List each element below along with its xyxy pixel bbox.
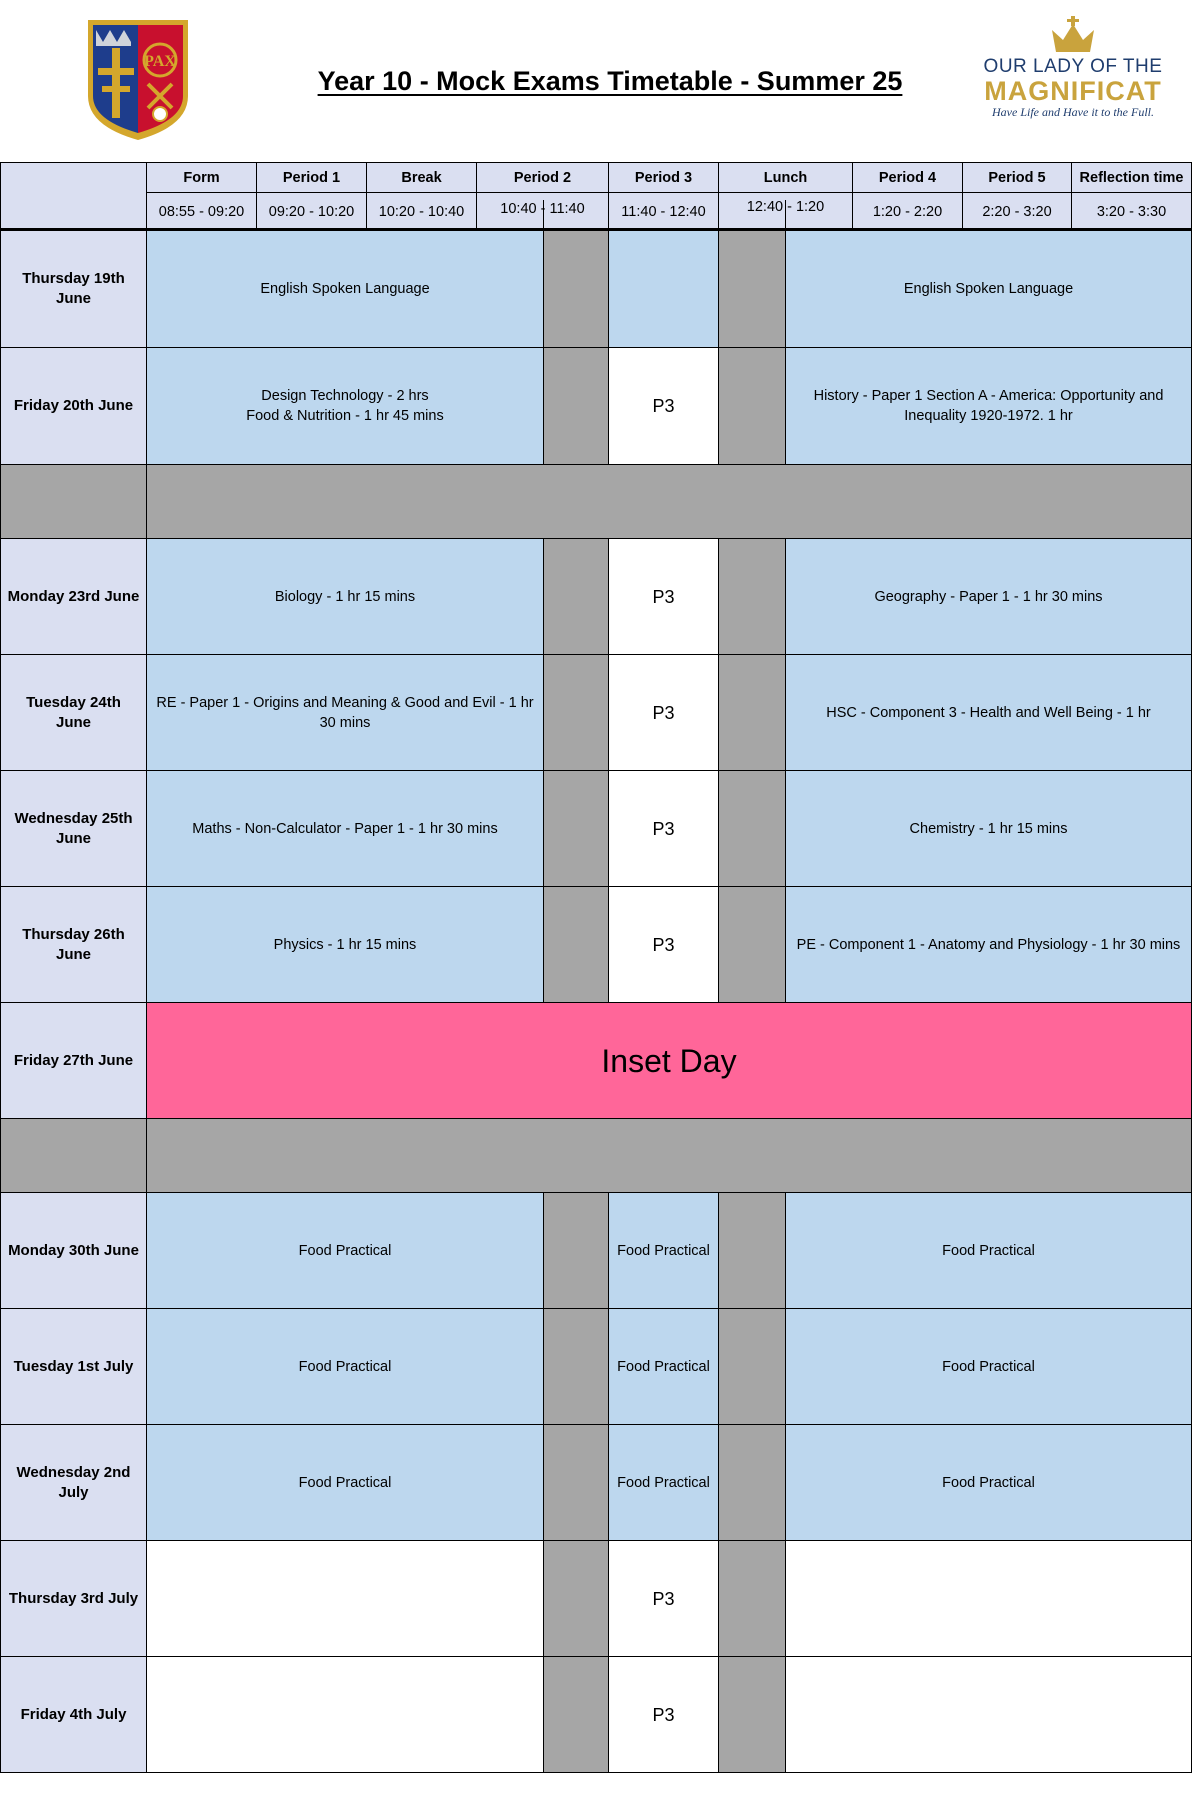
crest-text: PAX [144,53,176,70]
timetable [0,162,1191,1807]
period-header [962,162,1072,193]
page-header [0,0,1191,162]
day-name: Tuesday 1st July [13,1357,134,1375]
logo-motto: Have Life and Have it to the Full. [992,105,1154,119]
morning-exam-text: Physics - 1 hr 15 mins [273,936,417,953]
period-3-cell [608,1656,719,1773]
period-time [256,192,367,231]
header-split-line [543,200,544,230]
lunch-strip [718,1656,786,1773]
day-name: Wednesday 25th June [14,809,133,847]
period-time [608,192,719,231]
morning-exam-text: Food Practical [298,1358,392,1375]
afternoon-exam-cell [785,654,1192,771]
morning-exam-cell [146,1424,544,1541]
day-name: Thursday 19th June [22,270,125,307]
inset-day-cell [146,1002,1192,1119]
period-3-cell [608,230,719,348]
break-strip [543,770,609,887]
period-3-cell [608,654,719,771]
afternoon-exam-text: Geography - Paper 1 - 1 hr 30 mins [874,588,1103,605]
weekend-gap-label [0,464,147,539]
morning-exam-text: Maths - Non-Calculator - Paper 1 - 1 hr 30 mins [192,820,498,837]
lunch-strip [718,1540,786,1657]
period-time-label: 1:20 - 2:20 [872,203,943,220]
period-header [1071,162,1192,193]
afternoon-exam-cell [785,1192,1192,1309]
afternoon-exam-cell [785,538,1192,655]
header-split-line [785,200,786,230]
period-3-text: Food Practical [617,1358,710,1375]
period-time-label: 11:40 - 12:40 [621,203,706,220]
morning-exam-text: Biology - 1 hr 15 mins [274,588,416,605]
period-name: Period 3 [634,169,693,186]
weekend-gap [146,464,1192,539]
day-name: Friday 27th June [13,1051,134,1069]
afternoon-exam-text: History - Paper 1 Section A - America: Opportunity and Inequality 1920-1972. 1 hr [813,388,1164,424]
period-time-label: 2:20 - 3:20 [982,203,1052,220]
period-name: Period 4 [878,169,937,186]
day-name: Wednesday 2nd July [16,1463,131,1501]
day-name: Monday 23rd June [7,587,140,605]
day-label [0,538,147,655]
period-time [852,192,963,231]
period-3-cell [608,1192,719,1309]
period-name: Period 5 [988,169,1046,186]
afternoon-exam-text: Food Practical [942,1358,1035,1375]
lunch-strip [718,347,786,465]
period-3-text: P3 [652,396,675,416]
inset-day-text: Inset Day [601,1042,737,1079]
period-header [256,162,367,193]
morning-exam-text: English Spoken Language [260,281,430,297]
period-time [146,192,257,231]
period-name: Break [401,169,442,186]
morning-exam-cell [146,886,544,1003]
day-name: Monday 30th June [8,1241,139,1259]
lunch-strip [718,1424,786,1541]
period-time-label: 3:20 - 3:30 [1096,203,1167,220]
period-3-text: P3 [652,818,675,839]
period-time [366,192,477,231]
afternoon-exam-cell [785,1308,1192,1425]
day-name: Thursday 26th June [22,925,125,963]
break-strip [543,1656,609,1773]
lunch-strip [718,654,786,771]
day-label [0,1192,147,1309]
break-strip [543,230,609,348]
morning-exam-cell [146,347,544,465]
day-name: Tuesday 24th June [26,693,121,731]
day-label [0,770,147,887]
weekend-gap [146,1118,1192,1193]
period-3-cell [608,538,719,655]
period-name: Lunch [763,169,808,186]
morning-exam-cell [146,1308,544,1425]
period-3-text: P3 [652,934,675,955]
morning-exam-text: Food Practical [298,1242,392,1259]
day-label [0,1002,147,1119]
break-strip [543,538,609,655]
day-name: Friday 20th June [13,397,134,414]
day-name: Friday 4th July [20,1705,127,1723]
morning-exam-line: Food & Nutrition - 1 hr 45 mins [246,408,444,424]
period-3-cell [608,347,719,465]
morning-exam-cell [146,1540,544,1657]
weekend-gap-label [0,1118,147,1193]
period-header [852,162,963,193]
period-time-label: 10:40 - 11:40 [500,201,585,217]
school-logo [968,16,1178,134]
day-name: Thursday 3rd July [8,1589,139,1607]
page-title: Year 10 - Mock Exams Timetable - Summer 25 [317,66,903,96]
period-header [608,162,719,193]
period-header [718,162,853,193]
period-3-cell [608,770,719,887]
day-label [0,230,147,348]
crown-icon [1048,16,1098,56]
header-corner-cell [0,162,147,231]
period-3-text: P3 [652,586,675,607]
period-3-text: Food Practical [617,1242,710,1259]
period-3-cell [608,1540,719,1657]
period-header [366,162,477,193]
afternoon-exam-text: PE - Component 1 - Anatomy and Physiology - 1 hr 30 mins [796,936,1181,953]
afternoon-exam-cell [785,230,1192,348]
period-3-text: P3 [652,702,675,723]
period-3-text: P3 [652,1704,675,1725]
morning-exam-cell [146,1656,544,1773]
morning-exam-text: Food Practical [298,1474,392,1491]
period-name: Period 1 [282,169,341,186]
period-header [476,162,609,193]
morning-exam-cell [146,230,544,348]
period-header [146,162,257,193]
break-strip [543,1424,609,1541]
morning-exam-line: Design Technology - 2 hrs [261,388,429,404]
break-strip [543,1192,609,1309]
break-strip [543,1540,609,1657]
period-time-label: 08:55 - 09:20 [158,203,245,220]
logo-line-2: MAGNIFICAT [984,76,1162,106]
period-3-text: Food Practical [617,1474,710,1491]
break-strip [543,886,609,1003]
period-time-label: 12:40 - 1:20 [746,199,825,215]
day-label [0,1308,147,1425]
afternoon-exam-cell [785,347,1192,465]
break-strip [543,347,609,465]
period-name: Form [183,169,220,186]
afternoon-exam-cell [785,1424,1192,1541]
period-time [1071,192,1192,231]
afternoon-exam-text: Food Practical [942,1474,1035,1491]
afternoon-exam-text: Food Practical [942,1242,1035,1259]
day-label [0,1424,147,1541]
morning-exam-cell [146,654,544,771]
day-label [0,886,147,1003]
morning-exam-cell [146,1192,544,1309]
day-label [0,347,147,465]
afternoon-exam-text: Chemistry - 1 hr 15 mins [909,820,1068,837]
period-name: Reflection time [1079,169,1184,186]
day-label [0,1656,147,1773]
day-label [0,1540,147,1657]
school-crest-icon [86,18,190,142]
period-3-cell [608,1308,719,1425]
morning-exam-cell [146,538,544,655]
afternoon-exam-cell [785,1656,1192,1773]
break-strip [543,654,609,771]
afternoon-exam-text: English Spoken Language [903,281,1074,297]
lunch-strip [718,538,786,655]
period-time-label: 09:20 - 10:20 [268,203,355,220]
morning-exam-text: RE - Paper 1 - Origins and Meaning & Good and Evil - 1 hr 30 mins [156,694,534,731]
afternoon-exam-cell [785,886,1192,1003]
break-strip [543,1308,609,1425]
period-3-cell [608,1424,719,1541]
day-label [0,654,147,771]
lunch-strip [718,886,786,1003]
period-time-label: 10:20 - 10:40 [378,203,465,220]
lunch-strip [718,1308,786,1425]
period-time [962,192,1072,231]
lunch-strip [718,1192,786,1309]
logo-line-1: OUR LADY OF THE [983,56,1163,77]
morning-exam-cell [146,770,544,887]
afternoon-exam-cell [785,1540,1192,1657]
afternoon-exam-cell [785,770,1192,887]
period-name: Period 2 [513,169,572,186]
period-3-cell [608,886,719,1003]
period-3-text: P3 [652,1588,675,1609]
afternoon-exam-text: HSC - Component 3 - Health and Well Being - 1 hr [826,704,1151,721]
lunch-strip [718,770,786,887]
lunch-strip [718,230,786,348]
